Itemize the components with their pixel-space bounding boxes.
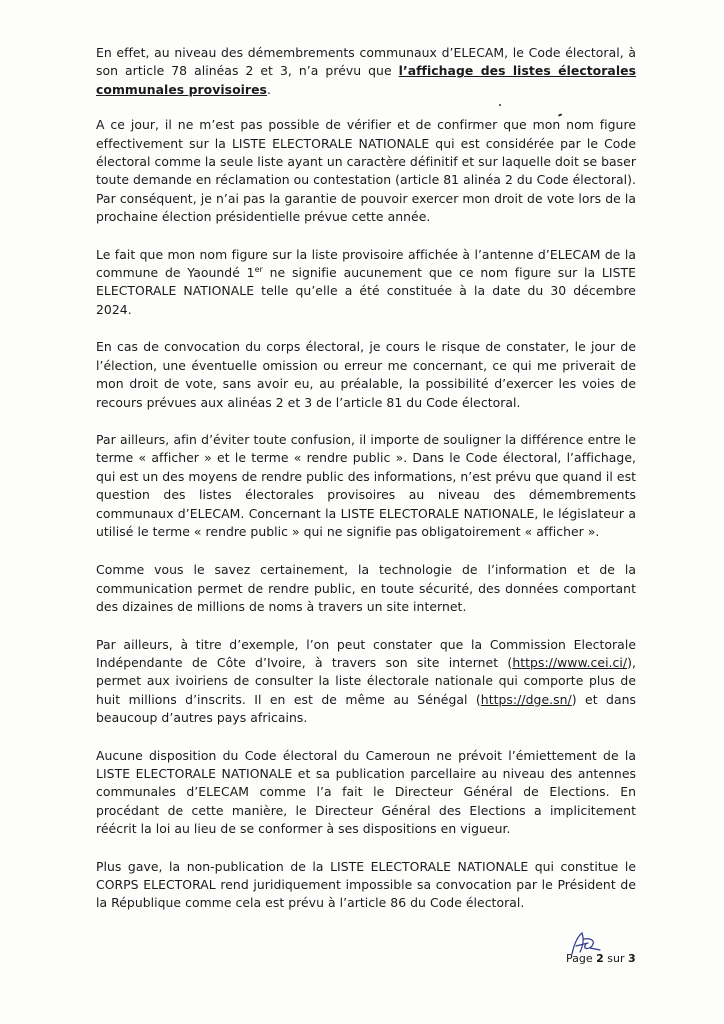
paragraph-text: En effet, au niveau des démembrements communaux d’ELECAM, le Code électoral, à son article 78 alinéas 2 et 3, n’a prévu que: [96, 45, 636, 79]
paragraph-text: ), permet aux ivoiriens de consulter la liste électorale nationale qui comporte plus de huit millions d’inscrits. Il en est de même au Sénégal (: [96, 654, 636, 707]
paragraph-no-provision: Aucune disposition du Code électoral du Cameroun ne prévoit l’émiettement de la LISTE ELECTORALE NATIONALE et sa publication parcellaire au niveau des antennes communales d’ELECAM comme l’a fait le Directeur Général de Elections. En procédant de cette manière, le Directeur Général des Elections a implicitement réécrit la loi au lieu de se conformer à ses dispositions en vigueur.: [96, 747, 636, 837]
page-label: Page: [566, 952, 593, 965]
emphasis-underlined: l’affichage des listes électorales communales provisoires: [96, 63, 636, 97]
paragraph-affichage: [96, 44, 636, 99]
page-total: 3: [628, 952, 636, 965]
page-number: [566, 952, 636, 965]
paragraph-text: Le fait que mon nom figure sur la liste provisoire affichée à l’antenne d’ELECAM de la commune de Yaoundé 1: [96, 246, 636, 281]
paragraph-convocation-risk: En cas de convocation du corps électoral, je cours le risque de constater, le jour de l’élection, une éventuelle omission ou erreur me concernant, ce qui me priverait de mon droit de vote, sans avoir eu, au préalable, la possibilité d’exercer les voies de recours prévues aux alinéas 2 et 3 de l’article 81 du Code électoral.: [96, 339, 636, 410]
page-current: 2: [596, 952, 604, 965]
paragraph-technology: Comme vous le savez certainement, la technologie de l’information et de la communication permet de rendre public, en toute sécurité, des données comportant des dizaines de millions de noms à travers un site internet.: [96, 562, 636, 615]
paragraph-afficher-vs-rendre-public: Par ailleurs, afin d’éviter toute confusion, il importe de souligner la différence entre le terme « afficher » et le terme « rendre public ». Dans le Code électoral, l’affichage, qui est un des moyens de rendre public des informations, n’est prévu que quand il est question des listes électorales provisoires au niveau des démembrements communaux d’ELECAM. Concernant la LISTE ELECTORALE NATIONALE, le législateur a utilisé le terme « rendre public » qui ne signifie pas obligatoirement « afficher ».: [96, 431, 636, 539]
link-dge[interactable]: https://dge.sn/: [480, 691, 572, 707]
paragraph-text: ne signifie aucunement que ce nom figure sur la LISTE ELECTORALE NATIONALE telle qu’elle a été constituée à la date du 30 décembre 2024.: [96, 265, 636, 317]
letter-body: [96, 44, 636, 913]
paragraph-examples: [96, 636, 636, 728]
page-separator: sur: [607, 952, 625, 965]
paragraph-text: Par ailleurs, à titre d’exemple, l’on peut constater que la Commission Electorale Indépendante de Côte d’Ivoire, à travers son site internet (: [96, 636, 636, 670]
paragraph-non-publication: Plus gave, la non-publication de la LISTE ELECTORALE NATIONALE qui constitue le CORPS ELECTORAL rend juridiquement impossible sa convocation par le Président de la République comme cela est prévu à l’article 86 du Code électoral.: [96, 858, 636, 911]
scan-speck: [499, 104, 501, 106]
paragraph-verification: A ce jour, il ne m’est pas possible de vérifier et de confirmer que mon nom figure effectivement sur la LISTE ELECTORALE NATIONALE qui est considérée par le Code électoral comme la seule liste ayant un caractère définitif et sur laquelle doit se baser toute demande en réclamation ou contestation (article 81 alinéa 2 du Code électoral). Par conséquent, je n’ai pas la garantie de pouvoir exercer mon droit de vote lors de la prochaine élection présidentielle prévue cette année.: [96, 117, 636, 225]
paragraph-text: ) et dans beaucoup d’autres pays africains.: [96, 691, 636, 726]
paragraph-text: .: [266, 81, 271, 97]
paragraph-provisional-list: [96, 246, 636, 320]
link-cei[interactable]: https://www.cei.ci/: [512, 654, 628, 670]
ordinal-superscript: er: [254, 264, 263, 274]
